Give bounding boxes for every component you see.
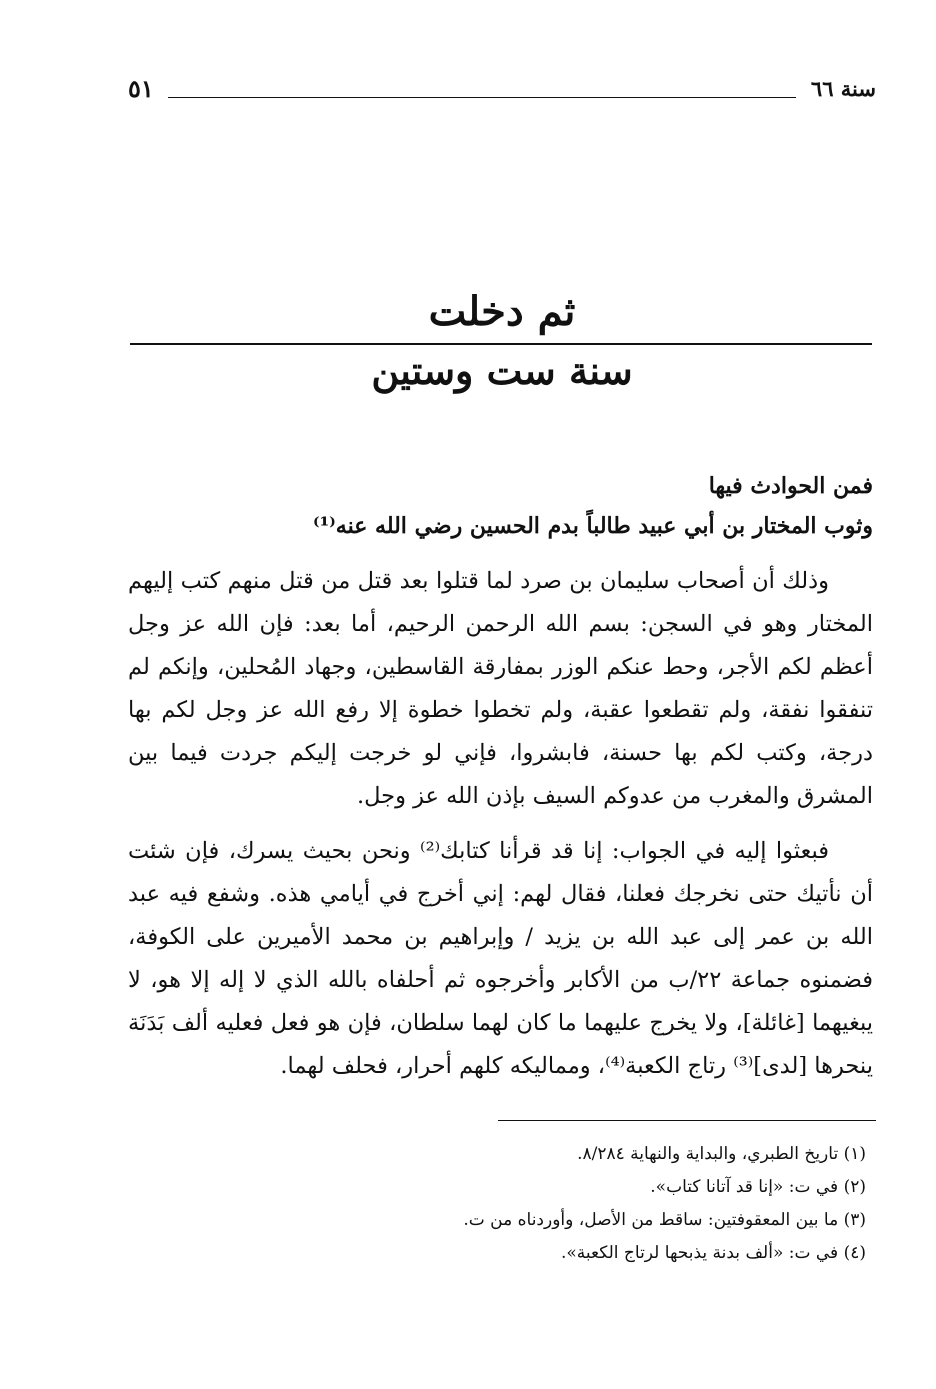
section-title-line1: ثم دخلت (428, 288, 576, 335)
footnote: (٢) في ت: «إنا قد آتانا كتاب». (650, 1177, 866, 1197)
running-title: سنة ٦٦ (810, 76, 876, 101)
footnote: (٣) ما بين المعقوفتين: ساقط من الأصل، وأوردناه من ت. (463, 1210, 866, 1230)
page-header (128, 70, 876, 110)
paragraph: وذلك أن أصحاب سليمان بن صرد لما قتلوا بعد قتل من قتل منهم كتب إليهم المختار وهو في السجن: بسم الله الرحمن الرحيم، أما بعد: فإن الله عز وجل أعظم لكم الأجر، وحط عنكم الوزر بمفارقة القاسطين، وجهاد المُحلين، وإنكم لم تنفقوا نفقة، ولم تقطعوا عقبة، ولم تخطوا خطوة إلا رفع الله عز وجل لكم بها درجة، وكتب لكم بها حسنة، فابشروا، فإني لو خرجت إليكم جردت فيما بين المشرق والمغرب من عدوكم السيف بإذن الله عز وجل. (128, 568, 873, 809)
footnote-divider (498, 1120, 876, 1121)
page-number: ٥١ (128, 74, 154, 103)
footnote: (٤) في ت: «ألف بدنة يذبحها لرتاج الكعبة». (560, 1243, 866, 1263)
main-text (128, 560, 873, 1100)
footnote: (١) تاريخ الطبري، والبداية والنهاية ٨/٢٨٤. (577, 1144, 866, 1164)
paragraph: فبعثوا إليه في الجواب: إنا قد قرأنا كتابك⁽²⁾ ونحن بحيث يسرك، فإن شئت أن نأتيك حتى نخرجك فعلنا، فقال لهم: إني أخرج في أيامي هذه. وشفع فيه عبد الله بن عمر إلى عبد الله بن يزيد / وإبراهيم بن محمد الأميرين على الكوفة، فضمنوه جماعة ٢٢/ب من الأكابر وأخرجوه ثم أحلفاه بالله الذي لا إله إلا هو، لا يبغيهما [غائلة]، ولا يخرج عليهما ما كان لهما سلطان، فإن هو فعل فعليه ألف بَدَنَة ينحرها [لدى]⁽³⁾ رتاج الكعبة⁽⁴⁾، ومماليكه كلهم أحرار، فحلف لهما. (128, 838, 873, 1079)
title-divider (130, 343, 872, 345)
subheading-topic: وثوب المختار بن أبي عبيد طالباً بدم الحسين رضي الله عنه⁽¹⁾ (313, 513, 873, 539)
section-title-line2: سنة ست وستين (371, 348, 633, 393)
footnotes (166, 1138, 866, 1270)
header-rule (168, 97, 796, 98)
subheading-events: فمن الحوادث فيها (708, 473, 873, 499)
